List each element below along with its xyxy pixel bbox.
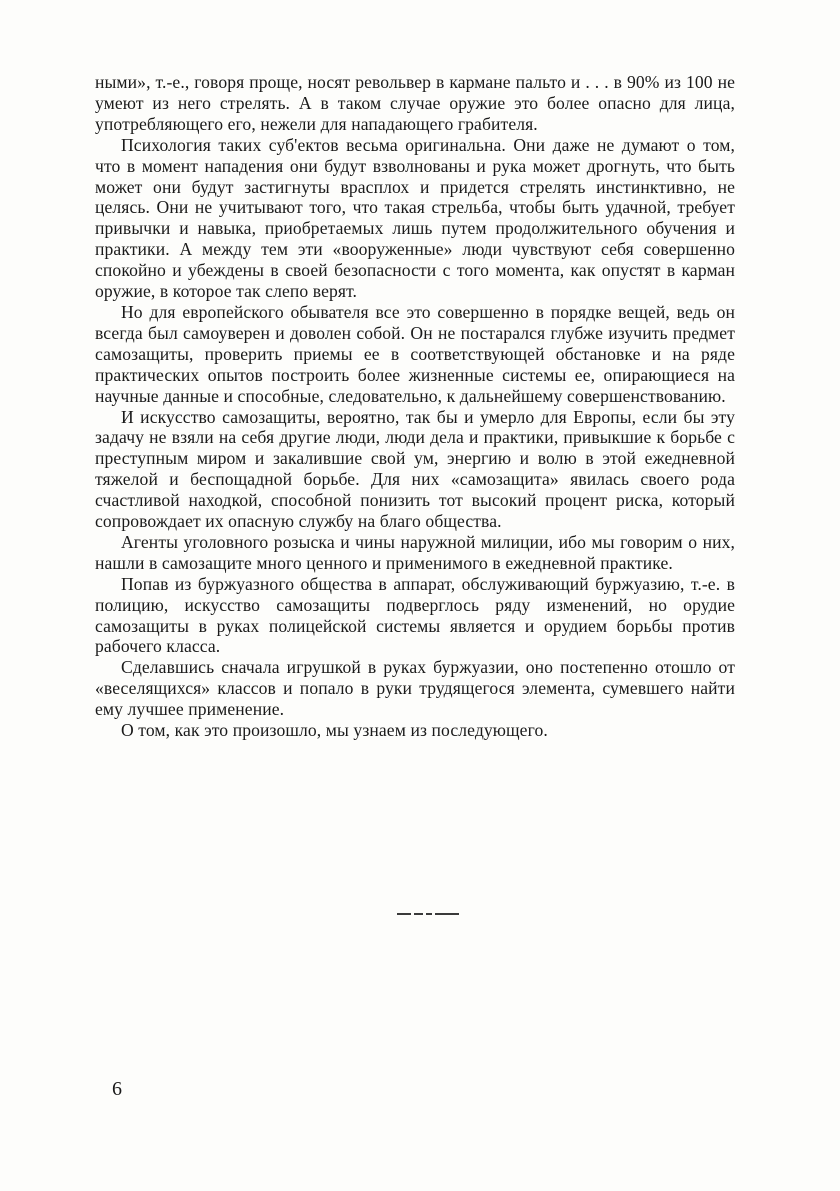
page-number: 6	[112, 1078, 122, 1100]
paragraph-3: Но для европейского обывателя все это совершенно в порядке вещей, ведь он всегда был самоуверен и доволен собой. Он не постарался глубже изучить предмет самозащиты, проверить приемы ее в соответствующей обстановке и на ряде практических опытов построить более жизненные системы ее, опирающиеся на научные данные и способные, следовательно, к дальнейшему совершенствованию.	[95, 301, 735, 406]
section-divider	[397, 913, 459, 916]
body-text	[95, 72, 735, 741]
paragraph-8: О том, как это произошло, мы узнаем из последующего.	[121, 720, 548, 741]
paragraph-4: И искусство самозащиты, вероятно, так бы и умерло для Европы, если бы эту задачу не взяли на себя другие люди, люди дела и практики, привыкшие к борьбе с преступным миром и закалившие свой ум, энергию и волю в этой ежедневной тяжелой и беспощадной борьбе. Для них «самозащита» явилась своего рода счастливой находкой, способной понизить тот высокий процент риска, который сопровождает их опасную службу на благо общества.	[95, 406, 735, 532]
paragraph-7: Сделавшись сначала игрушкой в руках буржуазии, оно постепенно отошло от «веселящихся» классов и попало в руки трудящегося элемента, сумевшего найти ему лучшее применение.	[95, 657, 735, 720]
paragraph-5: Агенты уголовного розыска и чины наружной милиции, ибо мы говорим о них, нашли в самозащите много ценного и применимого в ежедневной практике.	[95, 531, 735, 573]
paragraph-2: Психология таких суб'ектов весьма оригинальна. Они даже не думают о том, что в момент нападения они будут взволнованы и рука может дрогнуть, что быть может они будут застигнуты врасплох и придется стрелять инстинктивно, не целясь. Они не учитывают того, что такая стрельба, чтобы быть удачной, требует привычки и навыка, приобретаемых лишь путем продолжительного обучения и практики. А между тем эти «вооруженные» люди чувствуют себя совершенно спокойно и убеждены в своей безопасности с того момента, как опустят в карман оружие, в которое так слепо верят.	[95, 134, 735, 302]
paragraph-1: ными», т.-е., говоря проще, носят револьвер в кармане пальто и . . . в 90% из 100 не умеют из него стрелять. А в таком случае оружие это более опасно для лица, употребляющего его, нежели для нападающего грабителя.	[95, 72, 735, 134]
paragraph-6: Попав из буржуазного общества в аппарат, обслуживающий буржуазию, т.-е. в полицию, искусство самозащиты подверглось ряду изменений, но орудие самозащиты в руках полицейской системы является и орудием борьбы против рабочего класса.	[95, 573, 735, 657]
